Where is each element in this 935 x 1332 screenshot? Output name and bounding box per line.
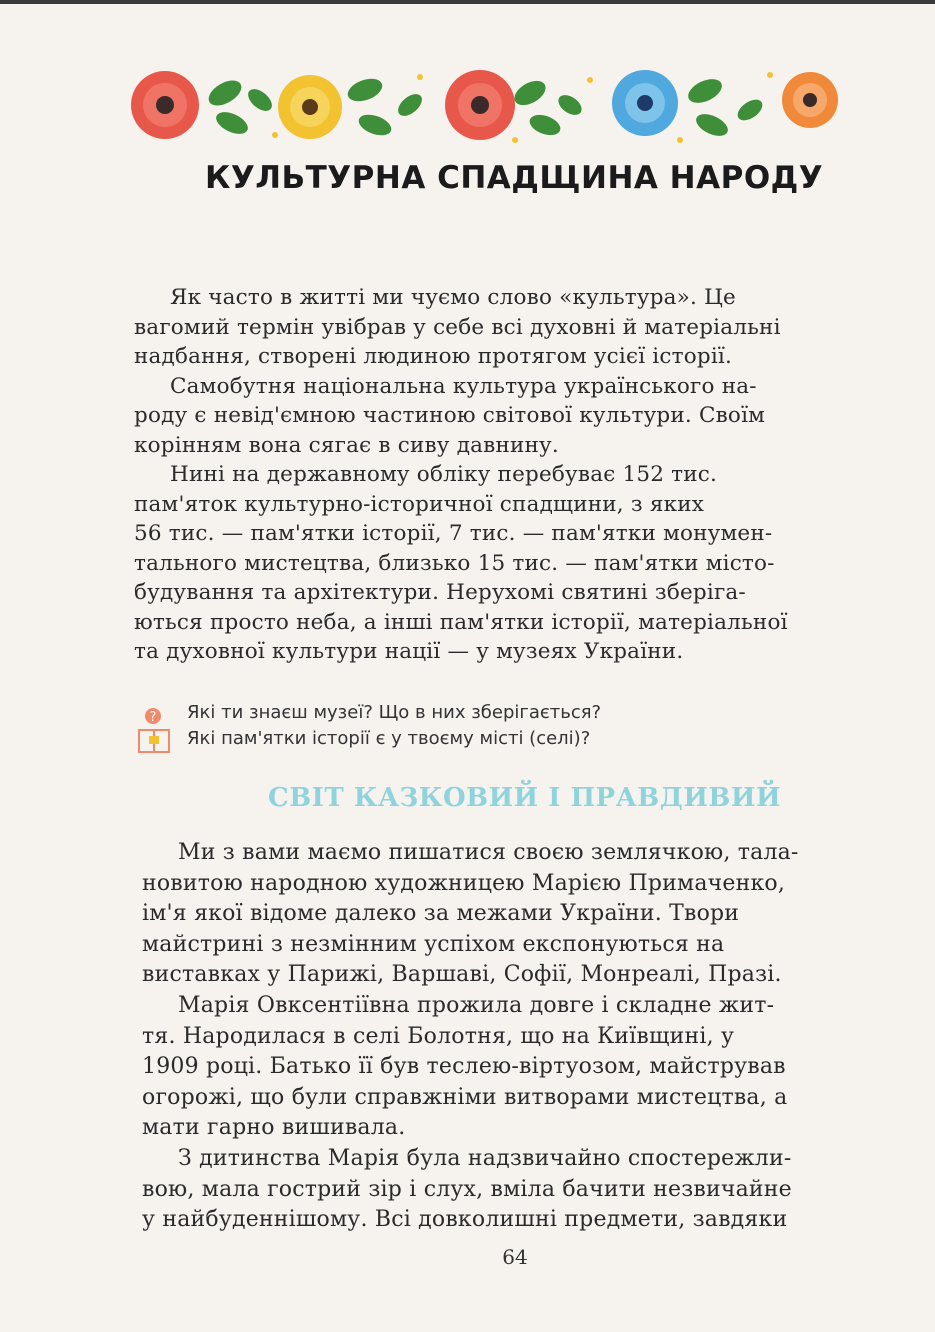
text-line: виставках у Парижі, Варшаві, Софії, Монреалі, Празі. (142, 962, 782, 988)
text-line: вагомий термін увібрав у себе всі духовні й матеріальні (134, 314, 781, 340)
text-line: корінням вона сягає в сиву давнину. (134, 432, 559, 458)
section-text (142, 838, 892, 1236)
text-line: надбання, створені людиною протягом усієї історії. (134, 344, 733, 369)
text-line: вою, мала гострий зір і слух, вміла бачити незвичайне (142, 1176, 792, 1202)
text-line: огорожі, що були справжніми витворами мистецтва, а (142, 1084, 788, 1110)
text-line: Як часто в житті ми чуємо слово «культура». Це (170, 285, 736, 310)
text-line: майстрині з незмінним успіхом експонуються на (142, 931, 725, 957)
banner-flower-red (131, 71, 199, 139)
question-book-icon (135, 706, 177, 758)
text-line: та духовної культури нації — у музеях України. (134, 639, 684, 664)
text-line: Ми з вами маємо пишатися своєю землячкою, тала- (178, 840, 799, 865)
banner-flower-blue (612, 70, 678, 136)
text-line: новитою народною художницею Марією Примаченко, (142, 870, 786, 896)
banner-flower-orange (782, 72, 838, 128)
question-monuments: Які пам'ятки історії є у твоєму місті (селі)? (187, 728, 591, 749)
text-line: у найбуденнішому. Всі довколишні предмети, завдяки (142, 1207, 788, 1233)
text-line: роду є невід'ємною частиною світової культури. Своїм (134, 403, 766, 428)
banner-flower-yellow (278, 75, 342, 139)
text-line: тя. Народилася в селі Болотня, що на Київщині, у (142, 1023, 735, 1049)
text-line: Марія Овксентіївна прожила довге і складне жит- (178, 992, 775, 1018)
text-line: пам'яток культурно-історичної спадщини, з яких (134, 491, 705, 517)
banner-dots (272, 72, 773, 143)
intro-text (134, 283, 864, 667)
text-line: Самобутня національна культура українського на- (170, 373, 757, 399)
text-line: ім'я якої відоме далеко за межами України. Твори (142, 901, 740, 927)
page-title: КУЛЬТУРНА СПАДЩИНА НАРОДУ (205, 160, 824, 196)
text-line: мати гарно вишивала. (142, 1115, 406, 1141)
text-line: 1909 році. Батько її був теслею-віртуозом, майстрував (142, 1054, 786, 1080)
text-line: тального мистецтва, близько 15 тис. — пам'ятки місто- (134, 550, 775, 576)
banner-flower-red-center (445, 70, 515, 140)
svg-text:?: ? (149, 710, 157, 725)
text-line: будування та архітектури. Нерухомі святині зберіга- (134, 580, 746, 605)
text-line: ються просто неба, а інші пам'ятки історії, матеріальної (134, 609, 788, 635)
floral-ornament-icon (120, 55, 840, 150)
text-line: Нині на державному обліку перебуває 152 тис. (170, 462, 718, 487)
page-top-edge (0, 0, 935, 4)
text-line: 56 тис. — пам'ятки історії, 7 тис. — пам'ятки монумен- (134, 521, 773, 546)
section-title: СВІТ КАЗКОВИЙ І ПРАВДИВИЙ (268, 783, 782, 813)
text-line: З дитинства Марія була надзвичайно спостережли- (178, 1145, 792, 1171)
question-museums: Які ти знаєш музеї? Що в них зберігається? (187, 702, 602, 723)
page-number: 64 (502, 1245, 528, 1269)
